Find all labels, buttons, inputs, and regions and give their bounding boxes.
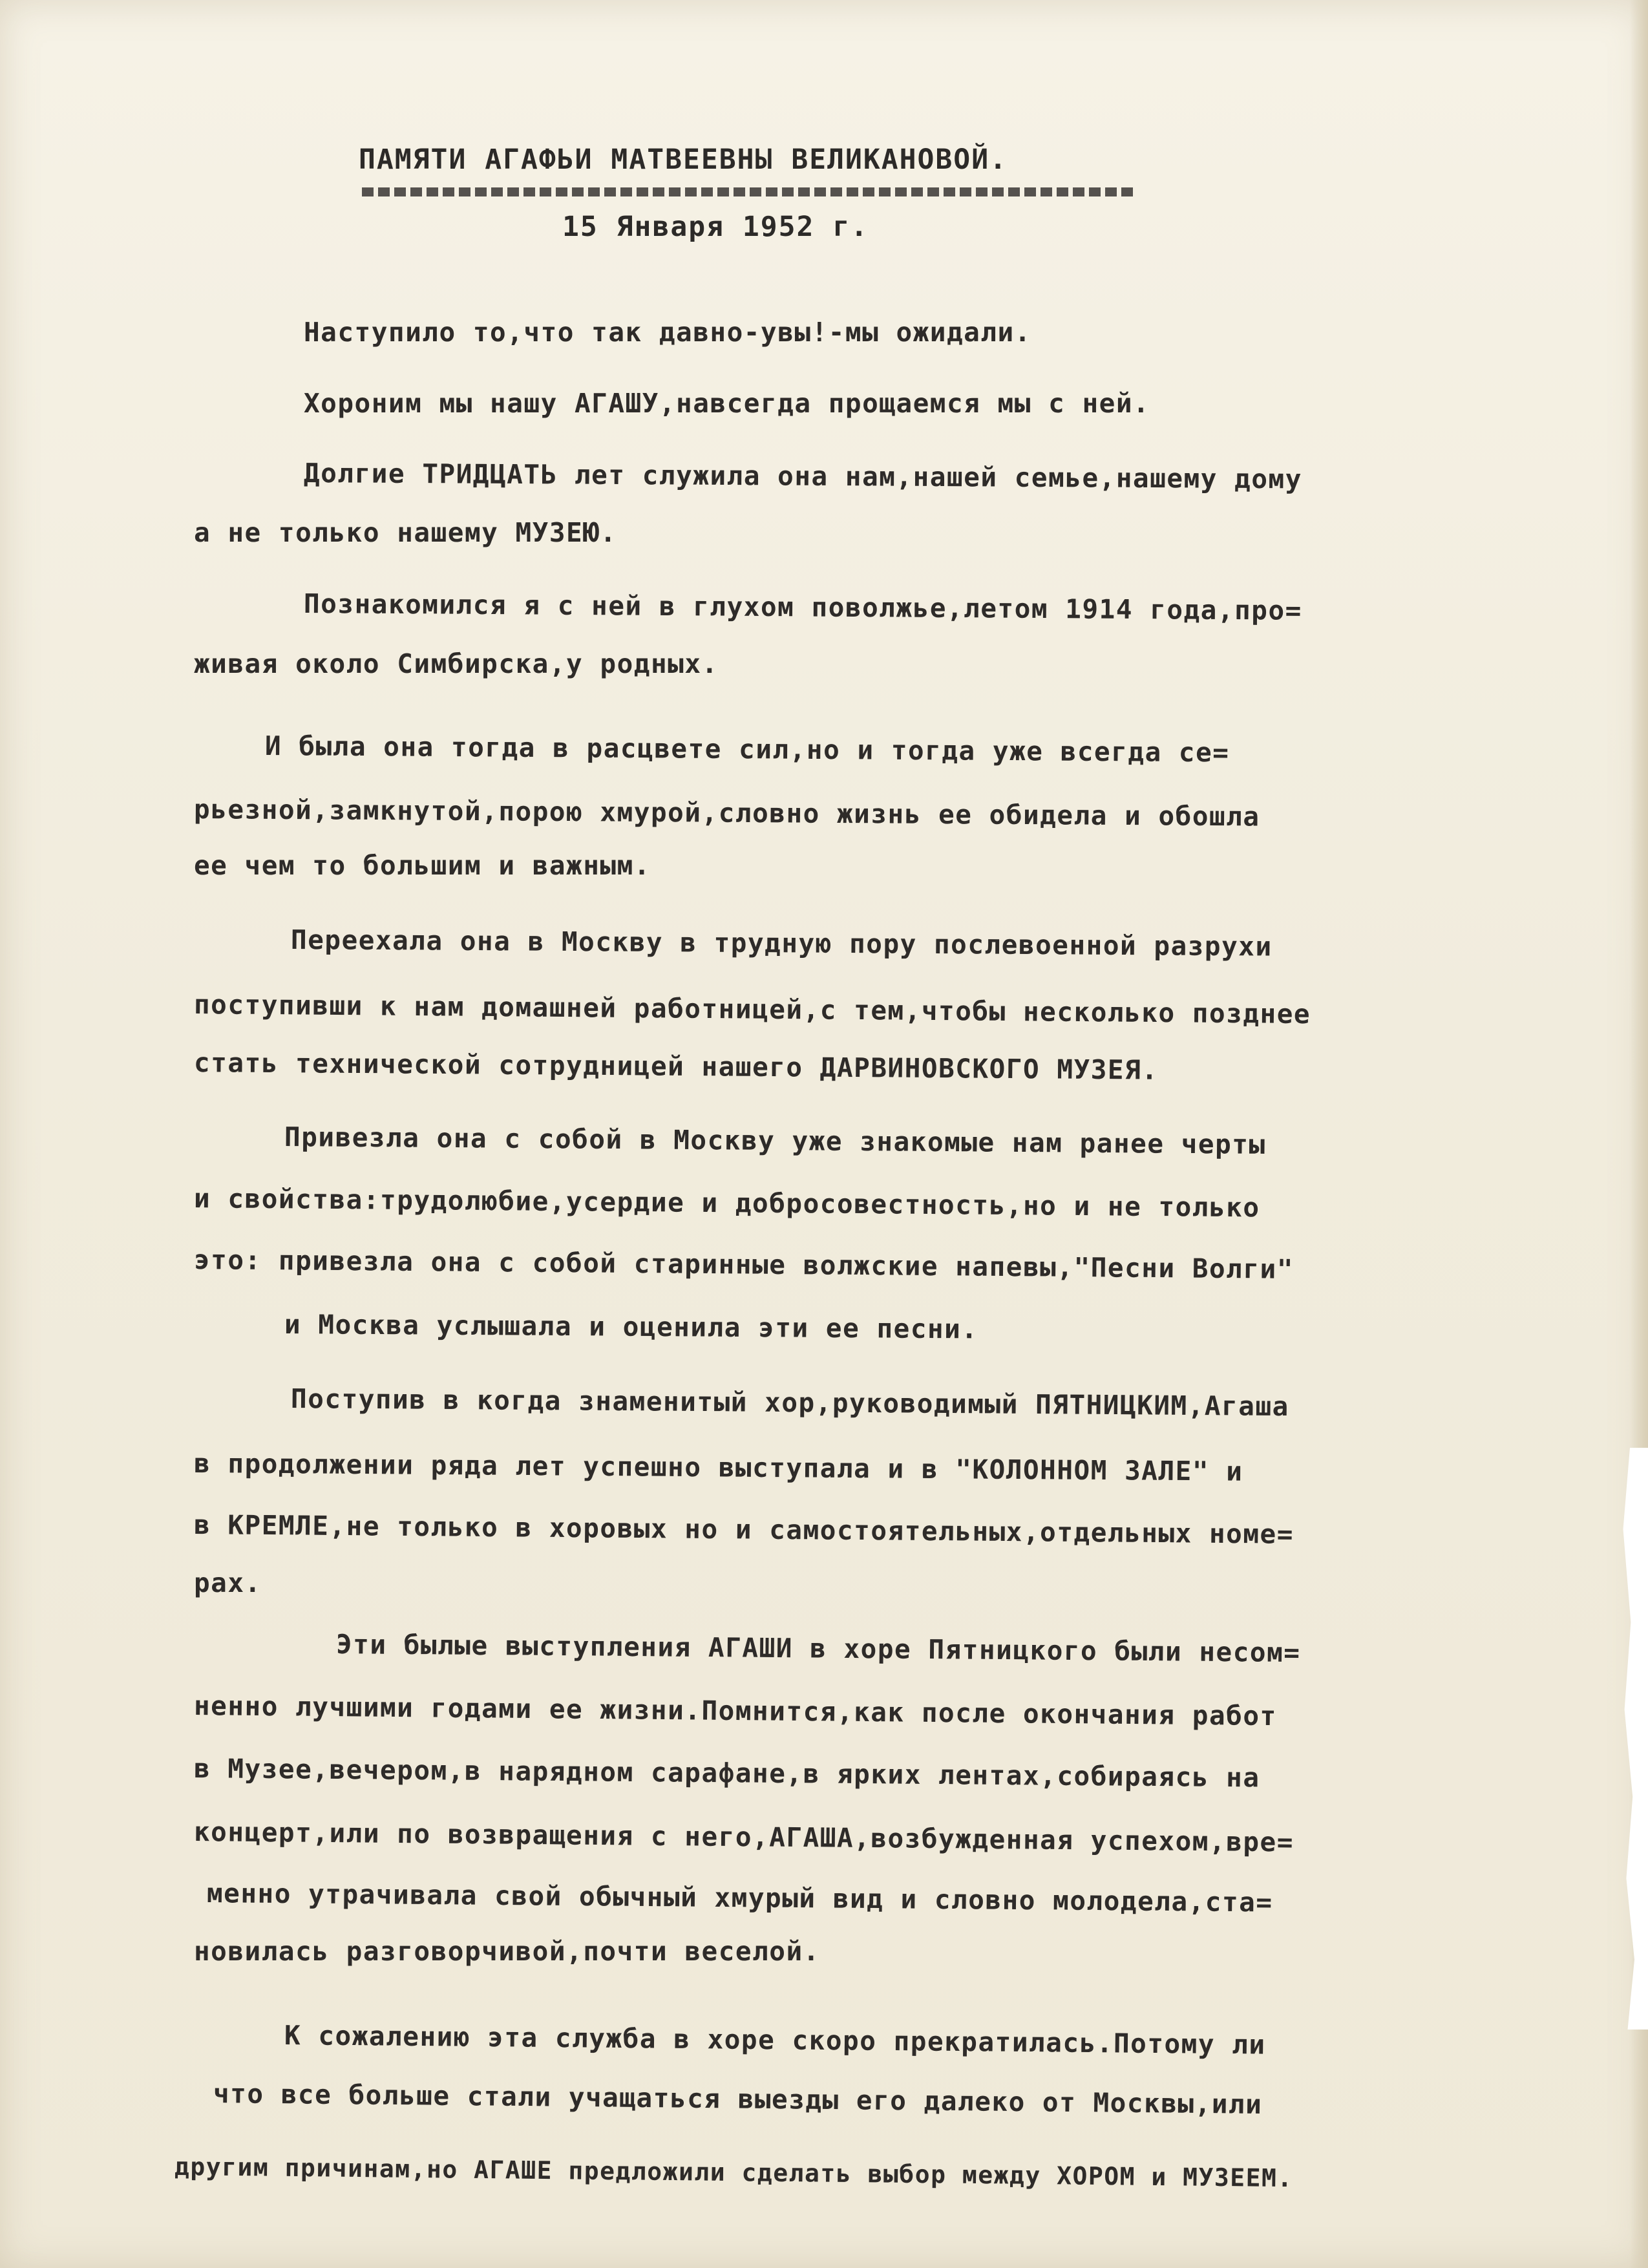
document-title: ПАМЯТИ АГАФЬИ МАТВЕЕВНЫ ВЕЛИКАНОВОЙ. [359, 143, 1008, 176]
body-line: К сожалению эта служба в хоре скоро прекратилась.Потому ли [284, 2020, 1266, 2061]
body-line: живая около Симбирска,у родных. [194, 648, 719, 679]
title-underline [362, 187, 1137, 196]
body-line: концерт,или по возвращения с него,АГАША,возбужденная успехом,вре= [193, 1816, 1294, 1858]
torn-edge [1603, 1448, 1648, 2030]
body-line: в КРЕМЛЕ,не только в хоровых но и самостоятельных,отдельных номе= [193, 1509, 1294, 1550]
body-line: в продолжении ряда лет успешно выступала и в "КОЛОННОМ ЗАЛЕ" и [193, 1448, 1243, 1487]
body-line: новилась разговорчивой,почти веселой. [194, 1936, 820, 1967]
body-line: ненно лучшими годами ее жизни.Помнится,как после окончания работ [193, 1690, 1277, 1732]
body-line: что все больше стали учащаться выезды его далеко от Москвы,или [213, 2078, 1263, 2120]
body-line: Привезла она с собой в Москву уже знакомые нам ранее черты [284, 1121, 1266, 1160]
body-line: и свойства:трудолюбие,усердие и добросовестность,но и не только [193, 1183, 1260, 1224]
document-date: 15 Января 1952 г. [562, 211, 869, 243]
body-line: рьезной,замкнутой,порою хмурой,словно жизнь ее обидела и обошла [193, 794, 1260, 832]
body-line: Поступив в когда знаменитый хор,руководимый ПЯТНИЦКИМ,Агаша [290, 1383, 1290, 1423]
body-line: менно утрачивала свой обычный хмурый вид и словно молодела,ста= [206, 1878, 1273, 1918]
body-line: это: привезла она с собой старинные волжские напевы,"Песни Волги" [193, 1244, 1294, 1285]
body-line: Наступило то,что так давно-увы!-мы ожидали. [304, 317, 1031, 348]
body-line: Долгие ТРИДЦАТЬ лет служила она нам,нашей семье,нашему дому [303, 458, 1302, 495]
body-line: в Музее,вечером,в нарядном сарафане,в ярких лентах,собираясь на [193, 1753, 1260, 1794]
body-line: Хороним мы нашу АГАШУ,навсегда прощаемся мы с ней. [304, 388, 1150, 419]
body-line: И была она тогда в расцвете сил,но и тогда уже всегда се= [264, 730, 1230, 768]
body-line: ее чем то большим и важным. [194, 850, 651, 881]
body-line: стать технической сотрудницей нашего ДАРВИНОВСКОГО МУЗЕЯ. [193, 1047, 1159, 1086]
body-line: поступивши к нам домашней работницей,с тем,чтобы несколько позднее [193, 989, 1311, 1030]
body-line: Переехала она в Москву в трудную пору послевоенной разрухи [290, 924, 1273, 962]
body-line: другим причинам,но АГАШЕ предложили сделать выбор между ХОРОМ и МУЗЕЕМ. [174, 2152, 1293, 2193]
body-line: Познакомился я с ней в глухом поволжье,летом 1914 года,про= [303, 588, 1303, 626]
body-line: рах. [194, 1567, 262, 1598]
body-line: а не только нашему МУЗЕЮ. [194, 517, 617, 548]
body-line: Эти былые выступления АГАШИ в хоре Пятницкого были несом= [335, 1629, 1301, 1669]
body-line: и Москва услышала и оценила эти ее песни. [284, 1309, 978, 1345]
